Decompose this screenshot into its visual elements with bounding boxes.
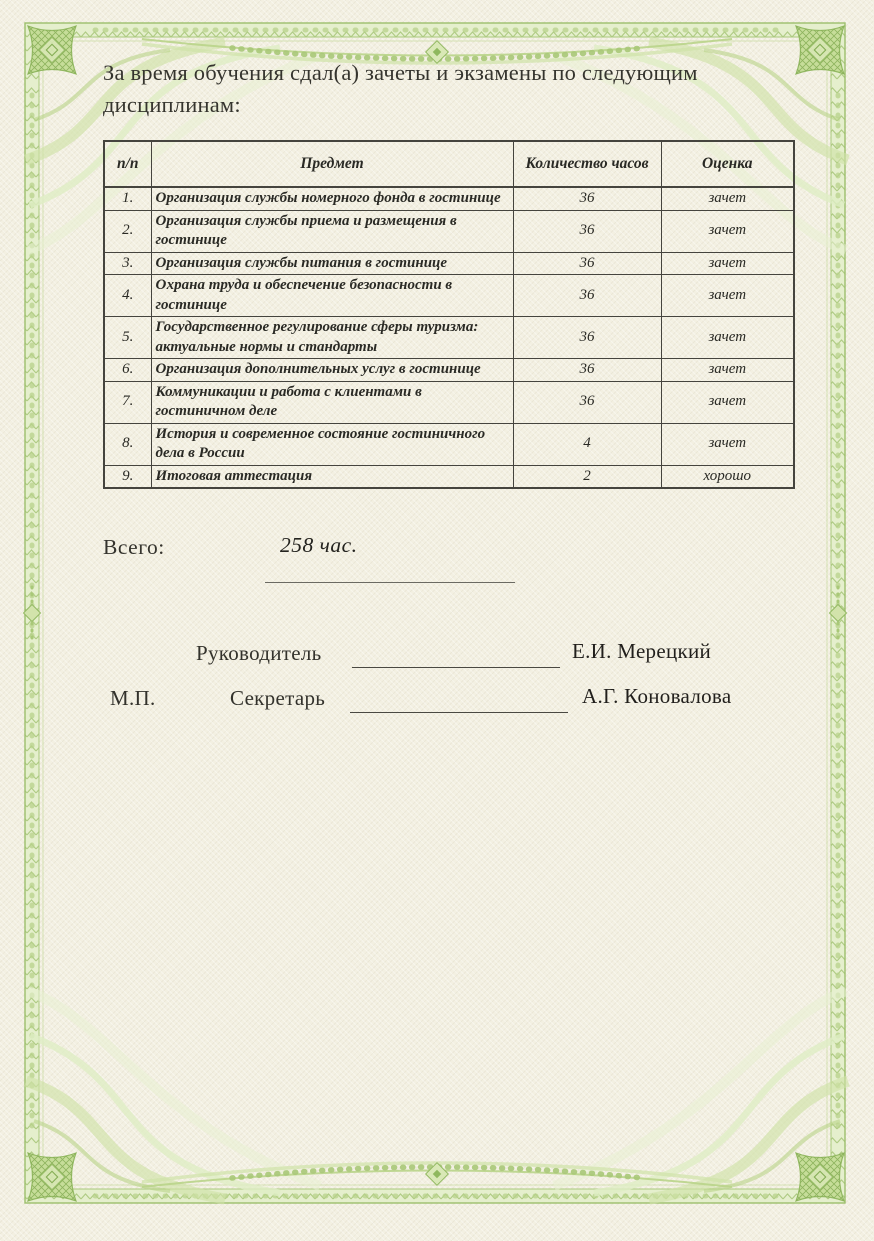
table-row (104, 187, 794, 210)
cell-grade: зачет (661, 187, 794, 210)
cell-subject: Итоговая аттестация (151, 465, 513, 488)
cell-hours: 36 (513, 187, 661, 210)
table-row (104, 210, 794, 252)
cell-hours: 36 (513, 317, 661, 359)
cell-num: 3. (104, 252, 151, 275)
total-label: Всего: (103, 535, 165, 559)
cell-subject: Государственное регулирование сферы туризма: актуальные нормы и стандарты (151, 317, 513, 359)
secretary-signature-name: А.Г. Коновалова (582, 684, 732, 708)
subjects-table (103, 140, 795, 489)
table-row (104, 252, 794, 275)
cell-num: 8. (104, 423, 151, 465)
cell-grade: зачет (661, 275, 794, 317)
cell-num: 2. (104, 210, 151, 252)
stamp-place-label: М.П. (110, 686, 156, 710)
cell-grade: зачет (661, 317, 794, 359)
cell-hours: 4 (513, 423, 661, 465)
secretary-signature-label: Секретарь (230, 686, 326, 710)
cell-subject: Организация службы номерного фонда в гостинице (151, 187, 513, 210)
cell-hours: 2 (513, 465, 661, 488)
head-signature-line (352, 667, 560, 668)
table-row (104, 275, 794, 317)
cell-num: 6. (104, 359, 151, 382)
cell-num: 9. (104, 465, 151, 488)
intro-text: За время обучения сдал(а) зачеты и экзамены по следующим дисциплинам: (103, 60, 698, 118)
cell-subject: Организация службы питания в гостинице (151, 252, 513, 275)
total-hours-value: 258 час. (280, 533, 358, 557)
total-underline (265, 582, 515, 583)
cell-grade: зачет (661, 381, 794, 423)
head-signature-label: Руководитель (196, 641, 322, 665)
cell-subject: Организация службы приема и размещения в гостинице (151, 210, 513, 252)
cell-num: 4. (104, 275, 151, 317)
table-row (104, 381, 794, 423)
table-row (104, 423, 794, 465)
cell-hours: 36 (513, 359, 661, 382)
secretary-signature-line (350, 712, 568, 713)
cell-num: 5. (104, 317, 151, 359)
col-header-grade: Оценка (661, 141, 794, 187)
table-row (104, 465, 794, 488)
col-header-subject: Предмет (151, 141, 513, 187)
table-row (104, 359, 794, 382)
table-row (104, 317, 794, 359)
cell-num: 1. (104, 187, 151, 210)
cell-grade: зачет (661, 423, 794, 465)
cell-num: 7. (104, 381, 151, 423)
cell-grade: зачет (661, 359, 794, 382)
cell-hours: 36 (513, 275, 661, 317)
cell-subject: Охрана труда и обеспечение безопасности в гостинице (151, 275, 513, 317)
cell-hours: 36 (513, 252, 661, 275)
cell-subject: Организация дополнительных услуг в гостинице (151, 359, 513, 382)
cell-grade: хорошо (661, 465, 794, 488)
cell-hours: 36 (513, 381, 661, 423)
cell-hours: 36 (513, 210, 661, 252)
cell-grade: зачет (661, 210, 794, 252)
cell-grade: зачет (661, 252, 794, 275)
cell-subject: Коммуникации и работа с клиентами в гостиничном деле (151, 381, 513, 423)
head-signature-name: Е.И. Мерецкий (572, 639, 712, 663)
table-header-row (104, 141, 794, 187)
col-header-hours: Количество часов (513, 141, 661, 187)
col-header-num: п/п (104, 141, 151, 187)
cell-subject: История и современное состояние гостиничного дела в России (151, 423, 513, 465)
